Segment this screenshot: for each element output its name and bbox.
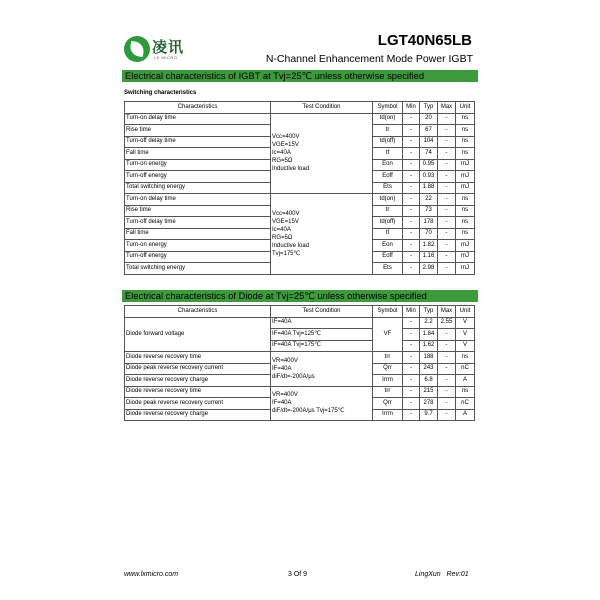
min-cell: - [403,182,420,194]
column-header: Symbol [373,102,403,114]
min-cell: - [403,228,420,240]
min-cell: - [403,409,420,421]
symbol-cell: td(off) [373,136,403,148]
diode-table [124,305,475,421]
characteristic-name: Turn-on delay time [125,194,271,206]
symbol-cell: td(off) [373,217,403,229]
test-condition-cell: IF=40A Tvj=125℃ [271,329,373,341]
characteristic-name: Turn-on energy [125,159,271,171]
unit-cell: ns [456,228,475,240]
test-condition-cell [271,352,373,387]
column-header: Test Condition [271,102,373,114]
unit-cell: mJ [456,263,475,275]
symbol-cell: Eoff [373,171,403,183]
max-cell: - [438,240,456,252]
test-condition-cell: IF=40A [271,317,373,329]
symbol-cell: tf [373,148,403,160]
characteristic-name: Rise time [125,125,271,137]
unit-cell: mJ [456,182,475,194]
test-condition-cell: IF=40A Tvj=175℃ [271,340,373,352]
unit-cell: mJ [456,240,475,252]
unit-cell: ns [456,205,475,217]
characteristic-name: Diode reverse recovery charge [125,375,271,387]
test-condition-cell [271,194,373,275]
characteristic-name: Turn-off energy [125,251,271,263]
part-number: LGT40N65LB [377,32,472,49]
unit-cell: A [456,375,475,387]
min-cell: - [403,194,420,206]
typ-cell: 188 [420,352,438,364]
min-cell: - [403,125,420,137]
test-condition-line: Inductive load [272,242,310,249]
min-cell: - [403,159,420,171]
typ-cell: 0.95 [420,159,438,171]
unit-cell: nC [456,363,475,375]
company-logo [124,36,194,62]
typ-cell: 74 [420,148,438,160]
characteristic-name: Turn-off delay time [125,136,271,148]
unit-cell: ns [456,194,475,206]
table-header-row [125,306,475,318]
max-cell: - [438,263,456,275]
symbol-cell: tr [373,125,403,137]
column-header: Test Condition [271,306,373,318]
min-cell: - [403,136,420,148]
unit-cell: mJ [456,171,475,183]
symbol-cell: Irrm [373,375,403,387]
min-cell: - [403,375,420,387]
characteristic-name: Rise time [125,205,271,217]
unit-cell: nC [456,398,475,410]
min-cell: - [403,240,420,252]
min-cell: - [403,317,420,329]
column-header: Unit [456,102,475,114]
test-condition-line: VR=400V [272,357,298,364]
characteristic-name: Diode reverse recovery charge [125,409,271,421]
max-cell: - [438,352,456,364]
min-cell: - [403,263,420,275]
max-cell: - [438,409,456,421]
typ-cell: 278 [420,398,438,410]
min-cell: - [403,398,420,410]
table-row [125,352,475,364]
table-row [125,113,475,125]
max-cell: - [438,363,456,375]
characteristic-name: Diode reverse recovery time [125,386,271,398]
test-condition-line: RG=5Ω [272,234,293,241]
unit-cell: ns [456,352,475,364]
test-condition-line: diF/dt=-200A/μs Tvj=175℃ [272,408,345,415]
test-condition-line: Tvj=175℃ [272,250,301,257]
footer-website: www.lxmicro.com [124,571,179,578]
typ-cell: 243 [420,363,438,375]
typ-cell: 73 [420,205,438,217]
min-cell: - [403,148,420,160]
typ-cell: 9.7 [420,409,438,421]
typ-cell: 1.62 [420,340,438,352]
column-header: Characteristics [125,306,271,318]
max-cell: - [438,386,456,398]
typ-cell: 178 [420,217,438,229]
footer-company-revision: LingXun Rev:01 [415,571,469,578]
min-cell: - [403,329,420,341]
min-cell: - [403,340,420,352]
test-condition-line: Vcc=400V [272,210,300,217]
igbt-section-title: Electrical characteristics of IGBT at Tvj=25℃ unless otherwise specified [122,70,478,82]
symbol-cell: Ets [373,263,403,275]
typ-cell: 0.93 [420,171,438,183]
typ-cell: 104 [420,136,438,148]
min-cell: - [403,217,420,229]
test-condition-line: Inductive load [272,166,310,173]
diode-section-title: Electrical characteristics of Diode at Tvj=25℃ unless otherwise specified [122,290,478,302]
max-cell: - [438,182,456,194]
characteristic-name: Total switching energy [125,263,271,275]
typ-cell: 1.84 [420,329,438,341]
characteristic-name: Total switching energy [125,182,271,194]
typ-cell: 215 [420,386,438,398]
test-condition-line: IF=40A [272,400,292,407]
characteristic-name: Diode reverse recovery time [125,352,271,364]
test-condition-line: Ic=40A [272,150,291,157]
characteristic-name: Diode peak reverse recovery current [125,398,271,410]
footer-page-number: 3 Of 9 [288,571,308,578]
symbol-cell: trr [373,352,403,364]
min-cell: - [403,113,420,125]
table-row [125,386,475,398]
symbol-cell: td(on) [373,194,403,206]
typ-cell: 67 [420,125,438,137]
symbol-cell: td(on) [373,113,403,125]
symbol-cell: VF [373,317,403,352]
typ-cell: 2.2 [420,317,438,329]
symbol-cell: tr [373,205,403,217]
test-condition-line: VGE=15V [272,218,299,225]
test-condition-line: RG=5Ω [272,158,293,165]
symbol-cell: Eon [373,240,403,252]
typ-cell: 70 [420,228,438,240]
unit-cell: ns [456,113,475,125]
characteristic-name: Turn-on energy [125,240,271,252]
max-cell: - [438,125,456,137]
max-cell: - [438,398,456,410]
logo-brand-text: 凌讯 [152,38,185,56]
typ-cell: 6.8 [420,375,438,387]
max-cell: - [438,329,456,341]
symbol-cell: Qrr [373,363,403,375]
device-description: N-Channel Enhancement Mode Power IGBT [265,53,473,65]
max-cell: - [438,340,456,352]
unit-cell: V [456,329,475,341]
min-cell: - [403,386,420,398]
column-header: Min [403,102,420,114]
unit-cell: ns [456,148,475,160]
symbol-cell: tf [373,228,403,240]
unit-cell: mJ [456,251,475,263]
characteristic-name: Turn-off energy [125,171,271,183]
unit-cell: ns [456,125,475,137]
column-header: Max [438,306,456,318]
typ-cell: 1.16 [420,251,438,263]
symbol-cell: Irrm [373,409,403,421]
min-cell: - [403,251,420,263]
column-header: Unit [456,306,475,318]
characteristic-name: Turn-off delay time [125,217,271,229]
column-header: Characteristics [125,102,271,114]
max-cell: - [438,375,456,387]
characteristic-name: Diode forward voltage [125,317,271,352]
typ-cell: 1.82 [420,240,438,252]
test-condition-cell [271,386,373,421]
column-header: Typ [420,102,438,114]
symbol-cell: trr [373,386,403,398]
unit-cell: ns [456,217,475,229]
test-condition-line: Ic=40A [272,226,291,233]
max-cell: - [438,194,456,206]
symbol-cell: Eon [373,159,403,171]
unit-cell: ns [456,386,475,398]
unit-cell: mJ [456,159,475,171]
min-cell: - [403,205,420,217]
max-cell: - [438,171,456,183]
min-cell: - [403,352,420,364]
min-cell: - [403,171,420,183]
typ-cell: 20 [420,113,438,125]
typ-cell: 2.98 [420,263,438,275]
unit-cell: A [456,409,475,421]
column-header: Typ [420,306,438,318]
column-header: Symbol [373,306,403,318]
igbt-switching-table [124,101,475,275]
test-condition-line: Vcc=400V [272,134,300,141]
column-header: Max [438,102,456,114]
max-cell: - [438,217,456,229]
max-cell: - [438,113,456,125]
characteristic-name: Diode peak reverse recovery current [125,363,271,375]
characteristic-name: Fall time [125,148,271,160]
characteristic-name: Fall time [125,228,271,240]
unit-cell: V [456,317,475,329]
unit-cell: V [456,340,475,352]
test-condition-cell [271,113,373,194]
test-condition-line: diF/dt=-200A/μs [272,373,315,380]
max-cell: - [438,159,456,171]
column-header: Min [403,306,420,318]
symbol-cell: Eoff [373,251,403,263]
min-cell: - [403,363,420,375]
table-row [125,194,475,206]
max-cell: 2.55 [438,317,456,329]
table-row [125,317,475,329]
typ-cell: 22 [420,194,438,206]
max-cell: - [438,148,456,160]
test-condition-line: VGE=15V [272,142,299,149]
max-cell: - [438,251,456,263]
table-header-row [125,102,475,114]
test-condition-line: IF=40A [272,365,292,372]
switching-subtitle: Switching characteristics [124,90,197,96]
characteristic-name: Turn-on delay time [125,113,271,125]
logo-sub-text: LX MICRO [154,55,178,60]
symbol-cell: Qrr [373,398,403,410]
test-condition-line: VR=400V [272,392,298,399]
symbol-cell: Ets [373,182,403,194]
unit-cell: ns [456,136,475,148]
max-cell: - [438,205,456,217]
max-cell: - [438,136,456,148]
typ-cell: 1.88 [420,182,438,194]
leaf-logo-icon [124,36,150,62]
max-cell: - [438,228,456,240]
